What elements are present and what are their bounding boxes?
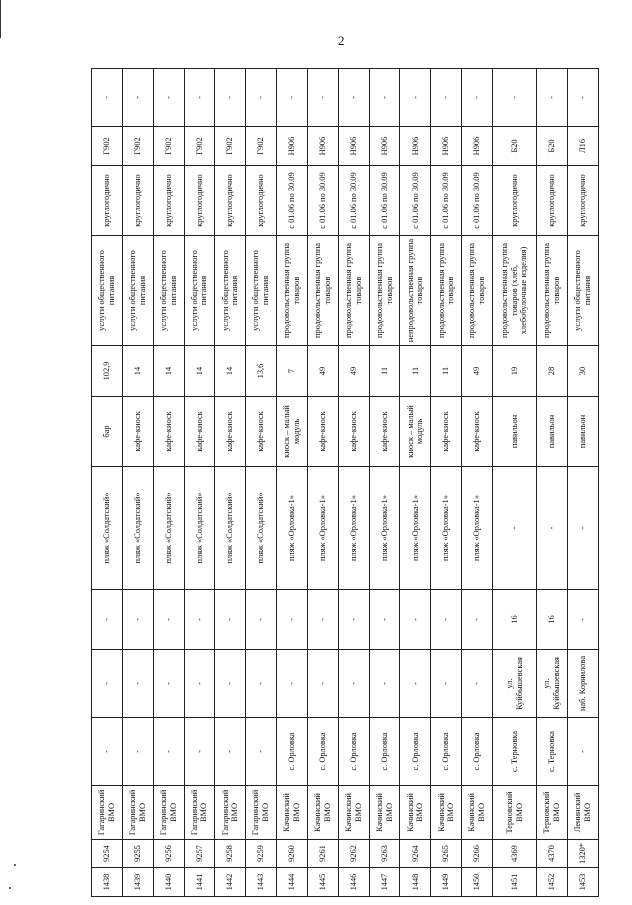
row-number-cell: 1438 — [92, 868, 123, 897]
row-number-cell: 1439 — [122, 868, 153, 897]
object-number-cell: 9265 — [431, 840, 462, 868]
area-cell: 11 — [431, 346, 462, 397]
note-cell: - — [369, 69, 400, 127]
specialization-cell: продовольственная группа товаров — [369, 236, 400, 346]
table-row — [462, 69, 493, 897]
row-number-cell: 1445 — [307, 868, 338, 897]
settlement-cell: с. Терновка — [537, 718, 568, 786]
house-cell: 16 — [492, 590, 536, 650]
table-row — [369, 69, 400, 897]
object-type-cell: кафе-киоск — [462, 397, 493, 467]
area-cell: 49 — [338, 346, 369, 397]
location-cell: - — [568, 467, 599, 590]
settlement-cell: - — [246, 718, 277, 786]
street-cell: - — [338, 650, 369, 718]
settlement-cell: с. Терновка — [492, 718, 536, 786]
object-number-cell: 9258 — [215, 840, 246, 868]
house-cell: - — [92, 590, 123, 650]
district-cell: Терновский ВМО — [537, 786, 568, 840]
zone-code-cell: Б20 — [492, 127, 536, 166]
specialization-cell: продовольственная группа товаров (хлеб, хлебобулочные изделия) — [492, 236, 536, 346]
rotated-table-container — [91, 69, 599, 897]
scan-speck — [9, 887, 11, 889]
area-cell: 49 — [462, 346, 493, 397]
table-row — [307, 69, 338, 897]
specialization-cell: услуги общественного питания — [246, 236, 277, 346]
area-cell: 7 — [277, 346, 308, 397]
period-cell: круглогодично — [492, 166, 536, 236]
note-cell: - — [184, 69, 215, 127]
area-cell: 14 — [122, 346, 153, 397]
specialization-cell: продовольственная группа товаров — [277, 236, 308, 346]
location-cell: пляж «Орловка-1» — [307, 467, 338, 590]
object-type-cell: кафе-киоск — [153, 397, 184, 467]
settlement-cell: - — [92, 718, 123, 786]
street-cell: - — [277, 650, 308, 718]
settlement-cell: - — [184, 718, 215, 786]
area-cell: 14 — [215, 346, 246, 397]
object-number-cell: 9263 — [369, 840, 400, 868]
specialization-cell: непродовольственная группа товаров — [400, 236, 431, 346]
note-cell: - — [246, 69, 277, 127]
scan-speck — [14, 864, 16, 866]
object-number-cell: 9257 — [184, 840, 215, 868]
house-cell: - — [462, 590, 493, 650]
district-cell: Качинский ВМО — [462, 786, 493, 840]
table-row — [277, 69, 308, 897]
house-cell: - — [431, 590, 462, 650]
area-cell: 102,9 — [92, 346, 123, 397]
house-cell: - — [369, 590, 400, 650]
object-number-cell: 9261 — [307, 840, 338, 868]
table-row — [122, 69, 153, 897]
house-cell: - — [122, 590, 153, 650]
location-cell: - — [537, 467, 568, 590]
location-cell: пляж «Солдатский» — [122, 467, 153, 590]
area-cell: 28 — [537, 346, 568, 397]
note-cell: - — [338, 69, 369, 127]
table-row — [215, 69, 246, 897]
zone-code-cell: Н906 — [307, 127, 338, 166]
district-cell: Гагаринский ВМО — [153, 786, 184, 840]
street-cell: - — [92, 650, 123, 718]
row-number-cell: 1446 — [338, 868, 369, 897]
period-cell: с 01.06 по 30.09 — [277, 166, 308, 236]
table-row — [400, 69, 431, 897]
street-cell: наб. Корнилова — [568, 650, 599, 718]
district-cell: Ленинский ВМО — [568, 786, 599, 840]
object-type-cell: павильон — [492, 397, 536, 467]
object-type-cell: кафе-киоск — [307, 397, 338, 467]
period-cell: круглогодично — [215, 166, 246, 236]
house-cell: 16 — [537, 590, 568, 650]
period-cell: круглогодично — [92, 166, 123, 236]
period-cell: с 01.06 по 30.09 — [462, 166, 493, 236]
specialization-cell: услуги общественного питания — [184, 236, 215, 346]
object-type-cell: кафе-киоск — [369, 397, 400, 467]
object-type-cell: кафе-киоск — [215, 397, 246, 467]
specialization-cell: продовольственная группа товаров — [338, 236, 369, 346]
location-cell: пляж «Орловка-1» — [462, 467, 493, 590]
period-cell: круглогодично — [153, 166, 184, 236]
object-type-cell: кафе-киоск — [431, 397, 462, 467]
house-cell: - — [400, 590, 431, 650]
settlement-cell: с. Орловка — [338, 718, 369, 786]
row-number-cell: 1449 — [431, 868, 462, 897]
table-row — [492, 69, 536, 897]
note-cell: - — [400, 69, 431, 127]
street-cell: - — [369, 650, 400, 718]
specialization-cell: продовольственная группа товаров — [537, 236, 568, 346]
object-type-cell: павильон — [568, 397, 599, 467]
object-number-cell: 4370 — [537, 840, 568, 868]
period-cell: с 01.06 по 30.09 — [307, 166, 338, 236]
row-number-cell: 1442 — [215, 868, 246, 897]
trade-objects-table — [91, 68, 599, 897]
object-number-cell: 9259 — [246, 840, 277, 868]
district-cell: Качинский ВМО — [431, 786, 462, 840]
zone-code-cell: Л16 — [568, 127, 599, 166]
zone-code-cell: Г902 — [122, 127, 153, 166]
specialization-cell: продовольственная группа товаров — [462, 236, 493, 346]
zone-code-cell: Н906 — [462, 127, 493, 166]
location-cell: пляж «Солдатский» — [153, 467, 184, 590]
zone-code-cell: Н906 — [400, 127, 431, 166]
specialization-cell: услуги общественного питания — [568, 236, 599, 346]
specialization-cell: услуги общественного питания — [122, 236, 153, 346]
location-cell: - — [492, 467, 536, 590]
note-cell: - — [307, 69, 338, 127]
note-cell: - — [568, 69, 599, 127]
object-type-cell: киоск – малый модуль — [400, 397, 431, 467]
settlement-cell: - — [568, 718, 599, 786]
table-row — [246, 69, 277, 897]
note-cell: - — [431, 69, 462, 127]
district-cell: Качинский ВМО — [369, 786, 400, 840]
district-cell: Качинский ВМО — [338, 786, 369, 840]
street-cell: ул. Куйбышевская — [492, 650, 536, 718]
table-row — [153, 69, 184, 897]
table-row — [338, 69, 369, 897]
table-row — [431, 69, 462, 897]
object-type-cell: бар — [92, 397, 123, 467]
street-cell: - — [246, 650, 277, 718]
location-cell: пляж «Солдатский» — [184, 467, 215, 590]
zone-code-cell: Б20 — [537, 127, 568, 166]
zone-code-cell: Н906 — [431, 127, 462, 166]
location-cell: пляж «Солдатский» — [215, 467, 246, 590]
table-row — [184, 69, 215, 897]
object-type-cell: кафе-киоск — [122, 397, 153, 467]
district-cell: Качинский ВМО — [400, 786, 431, 840]
object-type-cell: кафе-киоск — [184, 397, 215, 467]
object-number-cell: 9260 — [277, 840, 308, 868]
row-number-cell: 1452 — [537, 868, 568, 897]
row-number-cell: 1447 — [369, 868, 400, 897]
house-cell: - — [338, 590, 369, 650]
street-cell: - — [400, 650, 431, 718]
row-number-cell: 1443 — [246, 868, 277, 897]
left-margin-line — [0, 0, 1, 38]
location-cell: пляж «Орловка-1» — [369, 467, 400, 590]
zone-code-cell: Г902 — [215, 127, 246, 166]
house-cell: - — [277, 590, 308, 650]
settlement-cell: - — [153, 718, 184, 786]
note-cell: - — [537, 69, 568, 127]
area-cell: 11 — [400, 346, 431, 397]
area-cell: 13,6 — [246, 346, 277, 397]
house-cell: - — [246, 590, 277, 650]
district-cell: Качинский ВМО — [307, 786, 338, 840]
street-cell: - — [184, 650, 215, 718]
location-cell: пляж «Орловка-1» — [338, 467, 369, 590]
zone-code-cell: Г902 — [246, 127, 277, 166]
settlement-cell: с. Орловка — [307, 718, 338, 786]
district-cell: Гагаринский ВМО — [215, 786, 246, 840]
note-cell: - — [277, 69, 308, 127]
object-number-cell: 9256 — [153, 840, 184, 868]
house-cell: - — [184, 590, 215, 650]
period-cell: круглогодично — [122, 166, 153, 236]
location-cell: пляж «Орловка-1» — [277, 467, 308, 590]
district-cell: Гагаринский ВМО — [246, 786, 277, 840]
object-type-cell: павильон — [537, 397, 568, 467]
district-cell: Гагаринский ВМО — [184, 786, 215, 840]
specialization-cell: услуги общественного питания — [215, 236, 246, 346]
object-number-cell: 1320* — [568, 840, 599, 868]
object-type-cell: кафе-киоск — [246, 397, 277, 467]
settlement-cell: - — [122, 718, 153, 786]
location-cell: пляж «Орловка-1» — [400, 467, 431, 590]
object-type-cell: кафе-киоск — [338, 397, 369, 467]
district-cell: Гагаринский ВМО — [92, 786, 123, 840]
note-cell: - — [92, 69, 123, 127]
house-cell: - — [215, 590, 246, 650]
row-number-cell: 1450 — [462, 868, 493, 897]
period-cell: круглогодично — [246, 166, 277, 236]
object-type-cell: киоск – малый модуль — [277, 397, 308, 467]
specialization-cell: продовольственная группа товаров — [307, 236, 338, 346]
settlement-cell: с. Орловка — [400, 718, 431, 786]
period-cell: круглогодично — [184, 166, 215, 236]
street-cell: - — [431, 650, 462, 718]
object-number-cell: 9264 — [400, 840, 431, 868]
district-cell: Гагаринский ВМО — [122, 786, 153, 840]
row-number-cell: 1448 — [400, 868, 431, 897]
settlement-cell: с. Орловка — [277, 718, 308, 786]
street-cell: ул. Куйбышевская — [537, 650, 568, 718]
specialization-cell: продовольственная группа товаров — [431, 236, 462, 346]
zone-code-cell: Г902 — [153, 127, 184, 166]
settlement-cell: - — [215, 718, 246, 786]
period-cell: круглогодично — [537, 166, 568, 236]
area-cell: 11 — [369, 346, 400, 397]
area-cell: 49 — [307, 346, 338, 397]
row-number-cell: 1451 — [492, 868, 536, 897]
table-row — [92, 69, 123, 897]
row-number-cell: 1441 — [184, 868, 215, 897]
period-cell: с 01.06 по 30.09 — [369, 166, 400, 236]
page-number: 2 — [338, 33, 345, 48]
zone-code-cell: Г902 — [92, 127, 123, 166]
area-cell: 14 — [184, 346, 215, 397]
object-number-cell: 4369 — [492, 840, 536, 868]
district-cell: Терновский ВМО — [492, 786, 536, 840]
street-cell: - — [153, 650, 184, 718]
district-cell: Качинский ВМО — [277, 786, 308, 840]
zone-code-cell: Н906 — [369, 127, 400, 166]
object-number-cell: 9255 — [122, 840, 153, 868]
row-number-cell: 1440 — [153, 868, 184, 897]
object-number-cell: 9254 — [92, 840, 123, 868]
area-cell: 30 — [568, 346, 599, 397]
area-cell: 14 — [153, 346, 184, 397]
note-cell: - — [462, 69, 493, 127]
row-number-cell: 1444 — [277, 868, 308, 897]
table-row — [568, 69, 599, 897]
period-cell: с 01.06 по 30.09 — [338, 166, 369, 236]
specialization-cell: услуги общественного питания — [153, 236, 184, 346]
area-cell: 19 — [492, 346, 536, 397]
note-cell: - — [215, 69, 246, 127]
location-cell: пляж «Солдатский» — [246, 467, 277, 590]
house-cell: - — [153, 590, 184, 650]
location-cell: пляж «Солдатский» — [92, 467, 123, 590]
note-cell: - — [122, 69, 153, 127]
house-cell: - — [568, 590, 599, 650]
table-row — [537, 69, 568, 897]
zone-code-cell: Н906 — [338, 127, 369, 166]
object-number-cell: 9262 — [338, 840, 369, 868]
object-number-cell: 9266 — [462, 840, 493, 868]
period-cell: с 01.06 по 30.09 — [431, 166, 462, 236]
location-cell: пляж «Орловка-1» — [431, 467, 462, 590]
specialization-cell: услуги общественного питания — [92, 236, 123, 346]
street-cell: - — [307, 650, 338, 718]
street-cell: - — [462, 650, 493, 718]
period-cell: круглогодично — [568, 166, 599, 236]
house-cell: - — [307, 590, 338, 650]
period-cell: с 01.06 по 30.09 — [400, 166, 431, 236]
zone-code-cell: Г902 — [184, 127, 215, 166]
settlement-cell: с. Орловка — [369, 718, 400, 786]
note-cell: - — [492, 69, 536, 127]
street-cell: - — [122, 650, 153, 718]
row-number-cell: 1453 — [568, 868, 599, 897]
settlement-cell: с. Орловка — [462, 718, 493, 786]
note-cell: - — [153, 69, 184, 127]
street-cell: - — [215, 650, 246, 718]
settlement-cell: с. Орловка — [431, 718, 462, 786]
zone-code-cell: Н906 — [277, 127, 308, 166]
